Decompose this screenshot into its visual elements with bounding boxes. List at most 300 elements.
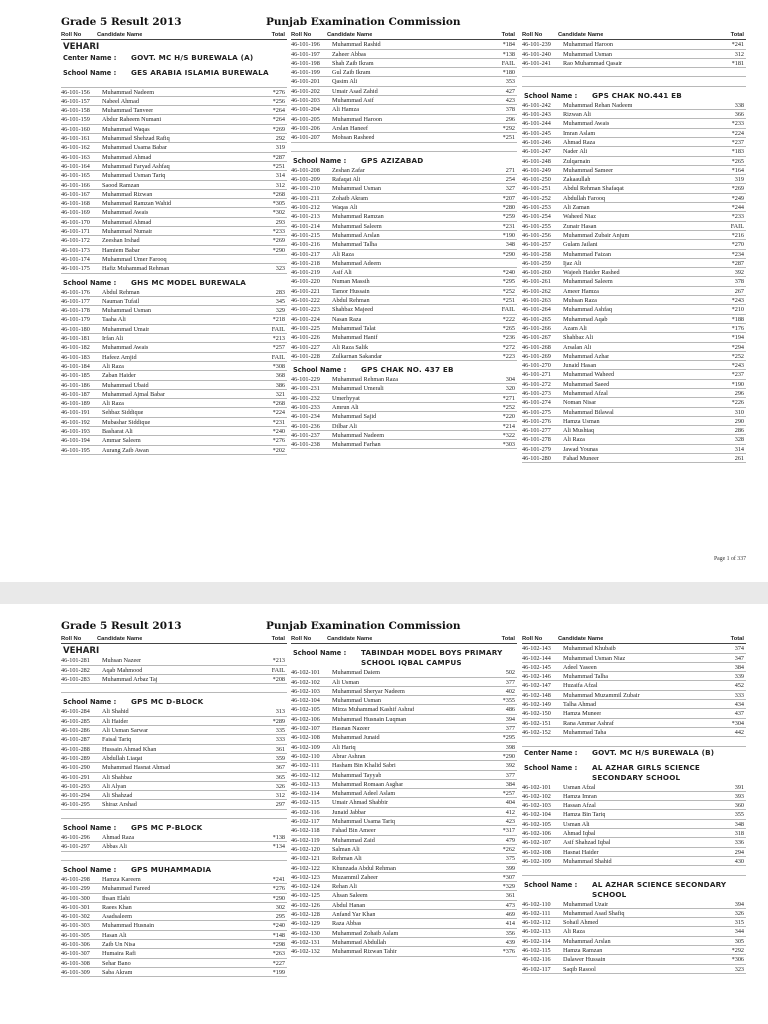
candidate-name: Mubashar Siddique xyxy=(102,418,151,426)
total-marks: 479 xyxy=(505,836,515,844)
roll-no: 46-101-285 xyxy=(61,717,90,725)
school-value: AL AZHAR SCIENCE SECONDARY SCHOOL xyxy=(592,879,727,899)
table-row xyxy=(291,384,517,393)
roll-no: 46-101-205 xyxy=(291,115,320,123)
center-value: GOVT. MC H/S BUREWALA (A) xyxy=(131,53,254,63)
roll-no: 46-101-233 xyxy=(291,403,320,411)
candidate-name: Muhammad Ahmad xyxy=(102,153,152,161)
candidate-name: Muhammad Ahmad xyxy=(102,218,152,226)
candidate-name: Rehan Ali xyxy=(332,883,357,891)
candidate-name: Muhammad Talha xyxy=(332,241,377,249)
table-row xyxy=(61,446,287,455)
candidate-name: Gul Zaib Ikram xyxy=(332,69,371,77)
total-marks: 314 xyxy=(275,172,285,180)
table-row xyxy=(522,352,746,361)
table-row xyxy=(291,752,517,761)
candidate-name: Muhammad Farhan xyxy=(332,441,381,449)
school-value: GPS MC D-BLOCK xyxy=(131,697,204,707)
table-row xyxy=(291,305,517,314)
roll-no: 46-101-213 xyxy=(291,213,320,221)
candidate-name: Hamiem Babar xyxy=(102,246,140,254)
table-row xyxy=(522,445,746,454)
total-marks: FAIL xyxy=(501,306,515,314)
total-marks: *176 xyxy=(731,324,744,332)
candidate-name: Muhammad Nadeem xyxy=(102,88,155,96)
table-row xyxy=(291,277,517,286)
total-marks: *243 xyxy=(731,362,744,370)
candidate-name: Muhammad Sajid xyxy=(332,413,377,421)
table-row xyxy=(522,194,746,203)
roll-no: 46-101-243 xyxy=(522,111,551,119)
total-marks: 367 xyxy=(275,764,285,772)
blank-row xyxy=(61,852,287,861)
roll-no: 46-101-173 xyxy=(61,246,90,254)
table-row xyxy=(61,125,287,134)
candidate-name: Muhammad Saleem xyxy=(332,222,382,230)
roll-no: 46-101-254 xyxy=(522,213,551,221)
total-marks: 366 xyxy=(734,111,744,119)
candidate-name: Zaheer Abbas xyxy=(332,50,367,58)
table-row xyxy=(291,403,517,412)
total-marks: *317 xyxy=(502,827,515,835)
table-row xyxy=(61,884,287,893)
table-row xyxy=(61,959,287,968)
candidate-name: Muhammad Hanif xyxy=(332,334,378,342)
candidate-name: Mirza Muhammad Kashif Ashraf xyxy=(332,706,415,714)
candidate-name: Muhammad Junaid xyxy=(332,734,380,742)
total-marks: *290 xyxy=(502,752,515,760)
table-row xyxy=(291,287,517,296)
total-marks: 315 xyxy=(734,919,744,927)
total-marks: 326 xyxy=(734,909,744,917)
candidate-name: Ahmad Raza xyxy=(102,834,135,842)
total-marks: 312 xyxy=(275,792,285,800)
table-row xyxy=(291,133,517,142)
table-row xyxy=(291,115,517,124)
table-row xyxy=(291,68,517,77)
total-marks: 305 xyxy=(734,937,744,945)
total-marks: *304 xyxy=(731,719,744,727)
roll-no: 46-101-158 xyxy=(61,107,90,115)
roll-no: 46-102-107 xyxy=(522,839,551,847)
total-marks: 344 xyxy=(734,928,744,936)
candidate-name: Muhammad Usman xyxy=(102,307,151,315)
table-row xyxy=(61,940,287,949)
grade-title: Grade 5 Result 2013 xyxy=(61,16,182,28)
roll-no: 46-101-184 xyxy=(61,362,90,370)
table-row xyxy=(61,763,287,772)
candidate-name: Shahbaz Majeed xyxy=(332,306,374,314)
total-marks: 375 xyxy=(505,855,515,863)
roll-no: 46-101-258 xyxy=(522,250,551,258)
table-row xyxy=(291,715,517,724)
roll-no: 46-101-248 xyxy=(522,157,551,165)
candidate-name: Muhammad Sheryar Nadeem xyxy=(332,687,405,695)
school-label: School Name : xyxy=(63,865,117,874)
table-row xyxy=(522,417,746,426)
candidate-name: Muhammad Zubair Anjum xyxy=(563,231,630,239)
total-marks: *180 xyxy=(502,69,515,77)
total-marks: 473 xyxy=(505,901,515,909)
roll-no: 46-102-106 xyxy=(291,715,320,723)
school-label: School Name : xyxy=(524,91,578,100)
roll-no: 46-101-219 xyxy=(291,269,320,277)
roll-no: 46-101-307 xyxy=(61,950,90,958)
candidate-name: Muhammad Sameer xyxy=(563,166,614,174)
candidate-name: Salman Ali xyxy=(332,845,360,853)
roll-no: 46-101-279 xyxy=(522,445,551,453)
roll-no: 46-101-266 xyxy=(522,324,551,332)
table-row xyxy=(61,921,287,930)
roll-no: 46-101-180 xyxy=(61,325,90,333)
candidate-name: Muhammad Bilawal xyxy=(563,408,614,416)
candidate-name: Muhammad Romaan Asghar xyxy=(332,780,404,788)
table-row xyxy=(61,171,287,180)
total-marks: 404 xyxy=(505,799,515,807)
roll-no: 46-101-176 xyxy=(61,288,90,296)
table-row xyxy=(291,166,517,175)
candidate-name: Muhammad Taha xyxy=(563,728,607,736)
table-row xyxy=(291,87,517,96)
total-marks: *303 xyxy=(502,441,515,449)
candidate-name-header: Candidate Name xyxy=(327,32,373,38)
table-row xyxy=(61,782,287,791)
roll-no: 46-101-218 xyxy=(291,259,320,267)
table-row xyxy=(61,931,287,940)
total-marks: *298 xyxy=(272,941,285,949)
table-row xyxy=(522,838,746,847)
candidate-name: Abrar Ashran xyxy=(332,752,366,760)
candidate-name: Hamza Imran xyxy=(563,792,597,800)
table-row xyxy=(61,264,287,273)
total-marks: *227 xyxy=(272,959,285,967)
roll-no: 46-102-103 xyxy=(522,802,551,810)
candidate-name: Hasnan Nazeer xyxy=(332,725,370,733)
candidate-name: Muhammad Adeem xyxy=(332,259,381,267)
candidate-name: Sehar Bano xyxy=(102,959,131,967)
table-row xyxy=(291,891,517,900)
blank-row xyxy=(522,737,746,746)
candidate-name: Ali Shahid xyxy=(102,708,129,716)
table-row xyxy=(291,771,517,780)
roll-no: 46-101-194 xyxy=(61,437,90,445)
candidate-name: Muhammad Ajmal Babar xyxy=(102,390,165,398)
candidate-name: Muhammad Zohaib Aslam xyxy=(332,929,399,937)
total-marks: 347 xyxy=(734,654,744,662)
roll-no: 46-101-203 xyxy=(291,97,320,105)
table-row xyxy=(61,297,287,306)
roll-no: 46-101-206 xyxy=(291,124,320,132)
roll-no: 46-101-309 xyxy=(61,968,90,976)
candidate-name: Jawad Younas xyxy=(563,445,599,453)
roll-no: 46-101-161 xyxy=(61,135,90,143)
candidate-name: Sohail Ahmed xyxy=(563,919,599,927)
candidate-name: Aqab Mahmood xyxy=(102,666,143,674)
table-row xyxy=(522,900,746,909)
candidate-name: Ali Raza xyxy=(102,400,124,408)
total-marks: 399 xyxy=(505,864,515,872)
roll-no: 46-101-175 xyxy=(61,265,90,273)
roll-no: 46-102-109 xyxy=(522,857,551,865)
candidate-name: Muhammad Husnain xyxy=(102,922,155,930)
roll-no: 46-102-106 xyxy=(522,830,551,838)
candidate-name: Arsalan Ali xyxy=(563,343,592,351)
candidate-name: Muhammad Usman Niaz xyxy=(563,654,626,662)
total-marks: *252 xyxy=(502,287,515,295)
total-marks: 486 xyxy=(505,706,515,714)
total-marks: 297 xyxy=(275,801,285,809)
table-row xyxy=(291,808,517,817)
candidate-name: Taaha Ali xyxy=(102,316,126,324)
blank-row xyxy=(522,77,746,86)
total-marks: *264 xyxy=(272,116,285,124)
table-row xyxy=(291,687,517,696)
candidate-name: Junaid Hasan xyxy=(563,362,597,370)
total-marks: *216 xyxy=(731,231,744,239)
total-marks: 319 xyxy=(734,176,744,184)
school-label: School Name : xyxy=(63,69,117,78)
candidate-name: Muhammad Rehan Nadeem xyxy=(563,101,633,109)
school-label: School Name : xyxy=(524,763,578,772)
candidate-name: Mohsan Rasheed xyxy=(332,134,375,142)
candidate-name: Muhammad Usman xyxy=(332,697,381,705)
roll-no: 46-101-265 xyxy=(522,315,551,323)
table-row xyxy=(522,305,746,314)
roll-no: 46-101-171 xyxy=(61,228,90,236)
school-value: GPS MUHAMMADIA xyxy=(131,864,212,874)
roll-no: 46-101-301 xyxy=(61,903,90,911)
table-row xyxy=(522,175,746,184)
candidate-name: Muhammad Ashfaq xyxy=(563,306,612,314)
roll-no: 46-102-107 xyxy=(291,725,320,733)
roll-no: 46-101-246 xyxy=(522,138,551,146)
candidate-name: Nader Ali xyxy=(563,148,588,156)
roll-no: 46-101-237 xyxy=(291,431,320,439)
roll-no: 46-101-179 xyxy=(61,316,90,324)
roll-no: 46-101-220 xyxy=(291,278,320,286)
candidate-name: Muhammad Uzair xyxy=(563,900,609,908)
table-row xyxy=(522,147,746,156)
table-row xyxy=(522,719,746,728)
total-marks: *252 xyxy=(502,403,515,411)
candidate-name: Zohaib Akram xyxy=(332,194,368,202)
total-marks: *138 xyxy=(272,834,285,842)
total-marks: *190 xyxy=(731,380,744,388)
table-row xyxy=(522,810,746,819)
total-header: Total xyxy=(271,636,285,642)
table-row xyxy=(291,882,517,891)
candidate-name: Abdur Raheem Numani xyxy=(102,116,162,124)
total-marks: *263 xyxy=(272,950,285,958)
candidate-name: Azam Ali xyxy=(563,324,587,332)
total-marks: *220 xyxy=(502,413,515,421)
total-marks: 302 xyxy=(275,903,285,911)
table-row xyxy=(61,436,287,445)
table-row xyxy=(61,334,287,343)
table-row xyxy=(291,231,517,240)
table-row xyxy=(61,399,287,408)
total-marks: *292 xyxy=(502,124,515,132)
roll-no: 46-102-125 xyxy=(291,892,320,900)
roll-no: 46-101-216 xyxy=(291,241,320,249)
roll-no: 46-101-212 xyxy=(291,204,320,212)
total-marks: *226 xyxy=(731,399,744,407)
total-marks: *257 xyxy=(502,790,515,798)
candidate-name: Ali Shahzad xyxy=(102,792,133,800)
total-marks: 391 xyxy=(734,783,744,791)
table-row xyxy=(291,222,517,231)
candidate-name: Faisal Tariq xyxy=(102,736,132,744)
total-marks: 267 xyxy=(734,287,744,295)
roll-no: 46-102-124 xyxy=(291,883,320,891)
roll-no: 46-101-159 xyxy=(61,116,90,124)
candidate-name: Ali Raza Salik xyxy=(332,343,369,351)
roll-no: 46-101-275 xyxy=(522,408,551,416)
roll-no: 46-101-302 xyxy=(61,913,90,921)
roll-no: 46-101-282 xyxy=(61,666,90,674)
table-row xyxy=(522,927,746,936)
roll-no: 46-101-281 xyxy=(61,657,90,665)
table-row xyxy=(61,88,287,97)
roll-no: 46-102-126 xyxy=(291,901,320,909)
roll-no: 46-101-288 xyxy=(61,745,90,753)
school-label: School Name : xyxy=(293,366,347,375)
total-marks: 254 xyxy=(505,176,515,184)
candidate-name: Muhammad Saleem xyxy=(563,278,613,286)
roll-no: 46-101-300 xyxy=(61,894,90,902)
candidate-name: Hussain Ahmad Khan xyxy=(102,745,157,753)
roll-no: 46-102-112 xyxy=(291,771,320,779)
candidate-name: Asif Ali xyxy=(332,269,352,277)
candidate-name: Asadsaleem xyxy=(102,913,132,921)
roll-no: 46-101-239 xyxy=(522,41,551,49)
roll-no: 46-101-229 xyxy=(291,376,320,384)
candidate-name: Muhammad Ramzan Wahid xyxy=(102,200,172,208)
total-marks: 392 xyxy=(505,762,515,770)
total-marks: *134 xyxy=(272,843,285,851)
table-row xyxy=(291,203,517,212)
total-header: Total xyxy=(730,636,744,642)
school-label: School Name : xyxy=(63,278,117,287)
column-header-row xyxy=(522,31,746,40)
total-marks: *214 xyxy=(502,422,515,430)
total-marks: *269 xyxy=(731,185,744,193)
table-row xyxy=(291,938,517,947)
total-marks: 294 xyxy=(734,848,744,856)
roll-no: 46-101-164 xyxy=(61,162,90,170)
table-row xyxy=(522,138,746,147)
total-marks: *265 xyxy=(502,324,515,332)
table-row xyxy=(522,315,746,324)
roll-no: 46-102-116 xyxy=(522,956,551,964)
total-marks: 326 xyxy=(275,782,285,790)
candidate-name: Muhammad Ramzan xyxy=(332,213,384,221)
school-value: GPS AZIZABAD xyxy=(361,155,424,165)
candidate-name: Waheed Niaz xyxy=(563,213,596,221)
result-column xyxy=(522,31,746,463)
table-row xyxy=(291,789,517,798)
candidate-name: Muhammad Adeel Aslam xyxy=(332,790,396,798)
candidate-name: Zaban Haider xyxy=(102,372,136,380)
roll-no: 46-102-103 xyxy=(291,687,320,695)
candidate-name: Muhammad Zaid xyxy=(332,836,375,844)
candidate-name: Raza Abbas xyxy=(332,920,362,928)
table-row xyxy=(522,408,746,417)
table-row xyxy=(522,829,746,838)
candidate-name: Ali Hariq xyxy=(332,743,356,751)
candidate-name: Shah Zaib Ikram xyxy=(332,59,374,67)
candidate-name: Muhammad Waqas xyxy=(102,125,150,133)
table-row xyxy=(61,949,287,958)
table-row xyxy=(61,418,287,427)
total-marks: *251 xyxy=(502,297,515,305)
school-label: School Name : xyxy=(63,824,117,833)
candidate-name: Numan Massih xyxy=(332,278,370,286)
total-marks: *289 xyxy=(272,717,285,725)
table-row xyxy=(61,726,287,735)
total-marks: *272 xyxy=(502,343,515,351)
roll-no: 46-102-114 xyxy=(291,790,320,798)
roll-no: 46-101-160 xyxy=(61,125,90,133)
table-row xyxy=(522,820,746,829)
table-row xyxy=(61,143,287,152)
total-marks: *240 xyxy=(502,269,515,277)
table-row xyxy=(522,203,746,212)
roll-no: 46-101-242 xyxy=(522,101,551,109)
total-marks: *222 xyxy=(502,315,515,323)
candidate-name: Zulkarnan Sakandar xyxy=(332,352,382,360)
candidate-name: Hamza Ramzan xyxy=(563,947,603,955)
candidate-name: Muhammad Faryad Ashfaq xyxy=(102,162,170,170)
candidate-name: Muhammad Usman Tariq xyxy=(102,172,166,180)
roll-no: 46-102-115 xyxy=(291,799,320,807)
table-row xyxy=(522,119,746,128)
roll-no: 46-101-264 xyxy=(522,306,551,314)
roll-no: 46-101-157 xyxy=(61,97,90,105)
roll-no: 46-101-211 xyxy=(291,194,320,202)
roll-no: 46-101-210 xyxy=(291,185,320,193)
roll-no: 46-101-177 xyxy=(61,297,90,305)
roll-no: 46-101-267 xyxy=(522,334,551,342)
roll-no: 46-102-101 xyxy=(291,669,320,677)
roll-no-header: Roll No xyxy=(61,32,82,38)
table-row xyxy=(61,353,287,362)
candidate-name: Zulqarnain xyxy=(563,157,591,165)
candidate-name: Hafiz Muhammad Rehman xyxy=(102,265,170,273)
total-marks: 402 xyxy=(505,687,515,695)
candidate-name: Muhammad Rehman Raza xyxy=(332,376,398,384)
table-row xyxy=(522,59,746,68)
roll-no: 46-101-240 xyxy=(522,50,551,58)
blank-row xyxy=(61,810,287,819)
candidate-name: Ahmad Raza xyxy=(563,138,596,146)
school-label: School Name : xyxy=(524,880,578,889)
blank-row xyxy=(61,684,287,693)
roll-no: 46-102-112 xyxy=(522,919,551,927)
blank-row xyxy=(522,866,746,875)
candidate-name: Muhammad Tanveer xyxy=(102,107,154,115)
total-marks: *231 xyxy=(272,418,285,426)
candidate-name: Ali Usman xyxy=(332,678,359,686)
candidate-name: Ali Shahbaz xyxy=(102,773,133,781)
table-row xyxy=(291,836,517,845)
total-marks: 412 xyxy=(505,808,515,816)
total-marks: 361 xyxy=(505,892,515,900)
total-marks: *251 xyxy=(272,162,285,170)
total-marks: 319 xyxy=(275,144,285,152)
total-marks: 398 xyxy=(505,743,515,751)
total-marks: 283 xyxy=(275,288,285,296)
